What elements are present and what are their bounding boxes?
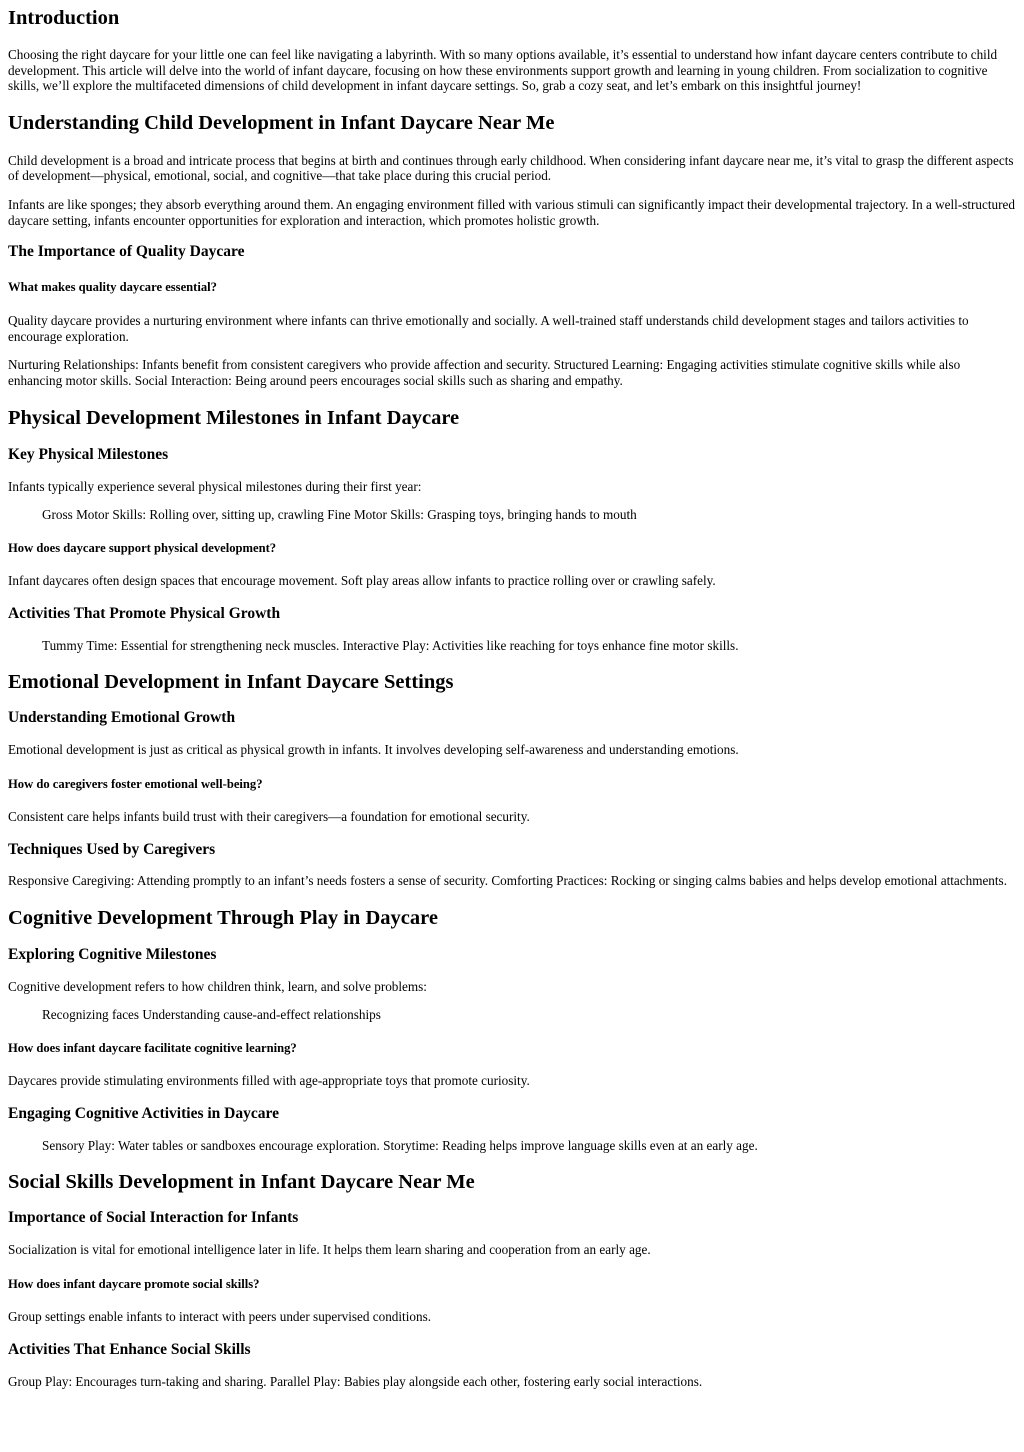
physical-activities-heading: Activities That Promote Physical Growth <box>8 605 281 623</box>
physical-support-paragraph: Infant daycares often design spaces that encourage movement. Soft play areas allow infants to practice rolling over or crawling safely. <box>8 572 716 588</box>
physical-activities-list: Tummy Time: Essential for strengthening neck muscles. Interactive Play: Activities like reaching for toys enhance fine motor skills. <box>42 638 739 654</box>
intro-paragraph: Choosing the right daycare for your little one can feel like navigating a labyrinth. With so many options available, it’s essential to understand how infant daycare centers contribute to child development. This article will delve into the world of infant daycare, focusing on how these environments support growth and learning in young children. From socialization to cognitive skills, we’ll explore the multifaceted dimensions of child development in infant daycare settings. So, grab a cozy seat, and let’s embark on this insightful journey! <box>8 47 998 94</box>
cognitive-activities-heading: Engaging Cognitive Activities in Daycare <box>8 1105 279 1123</box>
physical-milestones-heading: Key Physical Milestones <box>8 445 169 463</box>
social-importance-heading: Importance of Social Interaction for Infants <box>8 1209 299 1227</box>
cognitive-milestones-intro: Cognitive development refers to how children think, learn, and solve problems: <box>8 978 427 994</box>
quality-daycare-paragraph-1: Quality daycare provides a nurturing environment where infants can thrive emotionally and socially. A well-trained staff understands child development stages and tailors activities to encourage exploration. <box>8 313 969 344</box>
article <box>0 6 1024 1390</box>
cognitive-facilitate-paragraph: Daycares provide stimulating environments filled with age-appropriate toys that promote curiosity. <box>8 1072 530 1088</box>
understanding-heading: Understanding Child Development in Infant Daycare Near Me <box>8 111 555 134</box>
understanding-paragraph-1: Child development is a broad and intricate process that begins at birth and continues through early childhood. When considering infant daycare near me, it’s vital to grasp the different aspects of development—physical, emotional, social, and cognitive—that take place during this crucial period. <box>8 152 1014 184</box>
social-activities-paragraph: Group Play: Encourages turn-taking and sharing. Parallel Play: Babies play alongside each other, fostering early social interactions. <box>8 1374 703 1390</box>
cognitive-activities-list: Sensory Play: Water tables or sandboxes encourage exploration. Storytime: Reading helps improve language skills even at an early age. <box>42 1138 758 1154</box>
cognitive-facilitate-question: How does infant daycare facilitate cognitive learning? <box>8 1040 297 1055</box>
intro-heading: Introduction <box>8 7 120 29</box>
emotional-growth-paragraph: Emotional development is just as critical as physical growth in infants. It involves developing self-awareness and understanding emotions. <box>8 741 739 757</box>
understanding-paragraph-2: Infants are like sponges; they absorb everything around them. An engaging environment filled with various stimuli can significantly impact their developmental trajectory. In a well-structured daycare setting, infants encounter opportunities for exploration and interaction, which promotes holistic growth. <box>8 196 1015 228</box>
social-heading: Social Skills Development in Infant Daycare Near Me <box>8 1171 475 1194</box>
emotional-heading: Emotional Development in Infant Daycare Settings <box>8 670 454 693</box>
social-importance-paragraph: Socialization is vital for emotional intelligence later in life. It helps them learn sharing and cooperation from an early age. <box>8 1242 651 1258</box>
physical-heading: Physical Development Milestones in Infant Daycare <box>8 406 460 429</box>
social-promote-paragraph: Group settings enable infants to interact with peers under supervised conditions. <box>8 1308 431 1324</box>
quality-daycare-heading: The Importance of Quality Daycare <box>8 243 245 261</box>
social-activities-heading: Activities That Enhance Social Skills <box>8 1341 251 1359</box>
cognitive-milestones-heading: Exploring Cognitive Milestones <box>8 945 217 963</box>
emotional-foster-paragraph: Consistent care helps infants build trust with their caregivers—a foundation for emotional security. <box>8 808 530 824</box>
emotional-techniques-paragraph: Responsive Caregiving: Attending promptly to an infant’s needs fosters a sense of security. Comforting Practices: Rocking or singing calms babies and helps develop emotional attachments. <box>8 873 1007 889</box>
physical-support-question: How does daycare support physical development? <box>8 540 277 555</box>
cognitive-heading: Cognitive Development Through Play in Daycare <box>8 906 438 929</box>
physical-milestones-intro: Infants typically experience several physical milestones during their first year: <box>8 478 422 494</box>
quality-daycare-paragraph-2: Nurturing Relationships: Infants benefit from consistent caregivers who provide affection and security. Structured Learning: Engaging activities stimulate cognitive skills while also enhancing motor skills. Social Interaction: Being around peers encourages social skills such as sharing and empathy. <box>8 357 961 388</box>
physical-milestones-list: Gross Motor Skills: Rolling over, sitting up, crawling Fine Motor Skills: Grasping toys, bringing hands to mouth <box>42 507 637 523</box>
emotional-foster-question: How do caregivers foster emotional well-being? <box>8 776 263 791</box>
cognitive-milestones-list: Recognizing faces Understanding cause-and-effect relationships <box>42 1007 381 1023</box>
quality-daycare-question: What makes quality daycare essential? <box>8 280 217 295</box>
emotional-growth-heading: Understanding Emotional Growth <box>8 708 236 726</box>
emotional-techniques-heading: Techniques Used by Caregivers <box>8 841 216 859</box>
social-promote-question: How does infant daycare promote social skills? <box>8 1276 260 1291</box>
